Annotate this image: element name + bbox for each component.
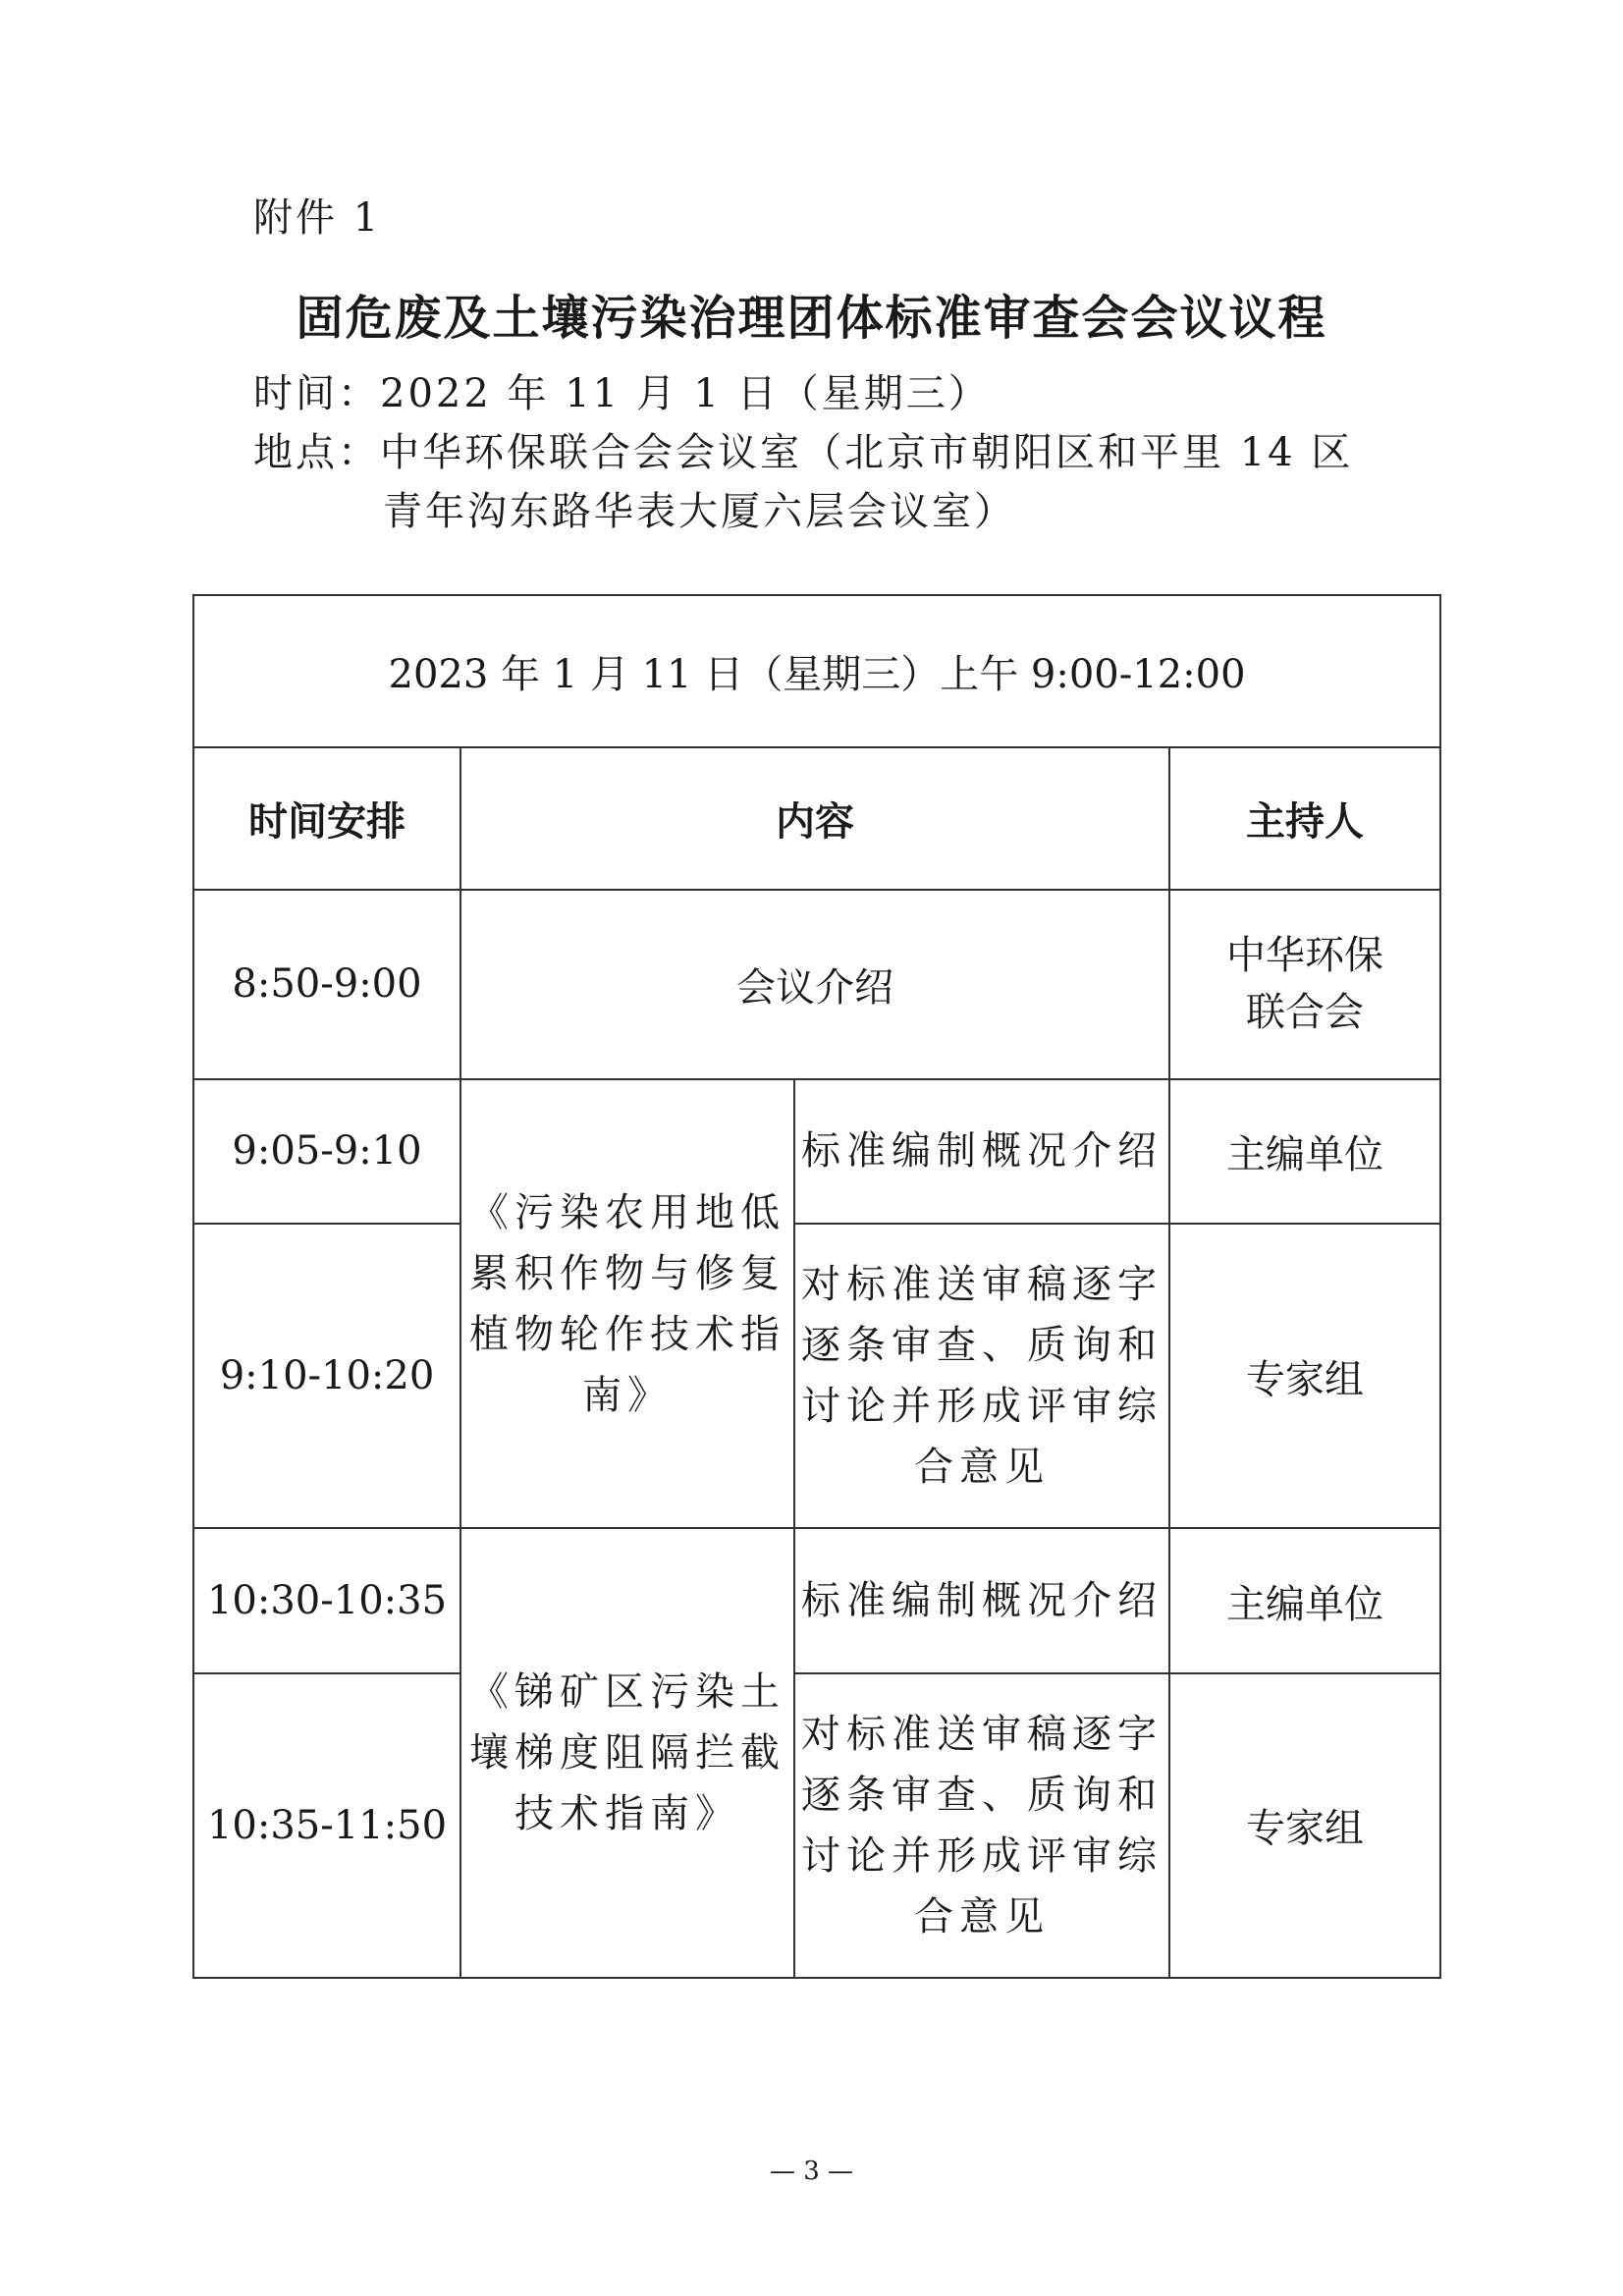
row-time: 10:30-10:35 xyxy=(193,1528,460,1673)
row-content: 标准编制概况介绍 xyxy=(794,1079,1169,1225)
column-header-host: 主持人 xyxy=(1169,747,1440,891)
agenda-table xyxy=(192,594,1441,1979)
row-host: 专家组 xyxy=(1169,1673,1440,1978)
document-title: 固危废及土壤污染治理团体标准审查会会议议程 xyxy=(296,291,1327,346)
row-time: 9:05-9:10 xyxy=(193,1079,460,1225)
row-content: 标准编制概况介绍 xyxy=(794,1528,1169,1673)
table-row xyxy=(193,1079,1440,1225)
row-host: 主编单位 xyxy=(1169,1528,1440,1673)
row-host: 中华环保联合会 xyxy=(1169,890,1440,1079)
column-header-time: 时间安排 xyxy=(193,747,460,891)
table-row xyxy=(193,1224,1440,1528)
agenda-date-header: 2023 年 1 月 11 日（星期三）上午 9:00-12:00 xyxy=(193,595,1440,747)
page-number: — 3 — xyxy=(769,2157,854,2186)
table-row xyxy=(193,1528,1440,1673)
row-time: 9:10-10:20 xyxy=(193,1224,460,1528)
meeting-place: 地点：中华环保联合会会议室（北京市朝阳区和平里 14 区 xyxy=(253,430,1354,475)
row-time: 10:35-11:50 xyxy=(193,1673,460,1978)
row-host: 主编单位 xyxy=(1169,1079,1440,1225)
row-host: 专家组 xyxy=(1169,1224,1440,1528)
table-row xyxy=(193,1673,1440,1978)
meeting-time: 时间：2022 年 11 月 1 日（星期三） xyxy=(253,371,991,416)
attachment-label: 附件 1 xyxy=(253,195,382,241)
row-content: 对标准送审稿逐字逐条审查、质询和讨论并形成评审综合意见 xyxy=(794,1673,1169,1978)
row-time: 8:50-9:00 xyxy=(193,890,460,1079)
meeting-place-continued: 青年沟东路华表大厦六层会议室） xyxy=(383,489,1016,534)
standard-name: 《污染农用地低累积作物与修复植物轮作技术指南》 xyxy=(460,1079,794,1529)
row-content: 对标准送审稿逐字逐条审查、质询和讨论并形成评审综合意见 xyxy=(794,1224,1169,1528)
column-header-content: 内容 xyxy=(460,747,1169,891)
table-row xyxy=(193,890,1440,1079)
standard-name: 《锑矿区污染土壤梯度阻隔拦截技术指南》 xyxy=(460,1528,794,1978)
row-content: 会议介绍 xyxy=(460,890,1169,1079)
